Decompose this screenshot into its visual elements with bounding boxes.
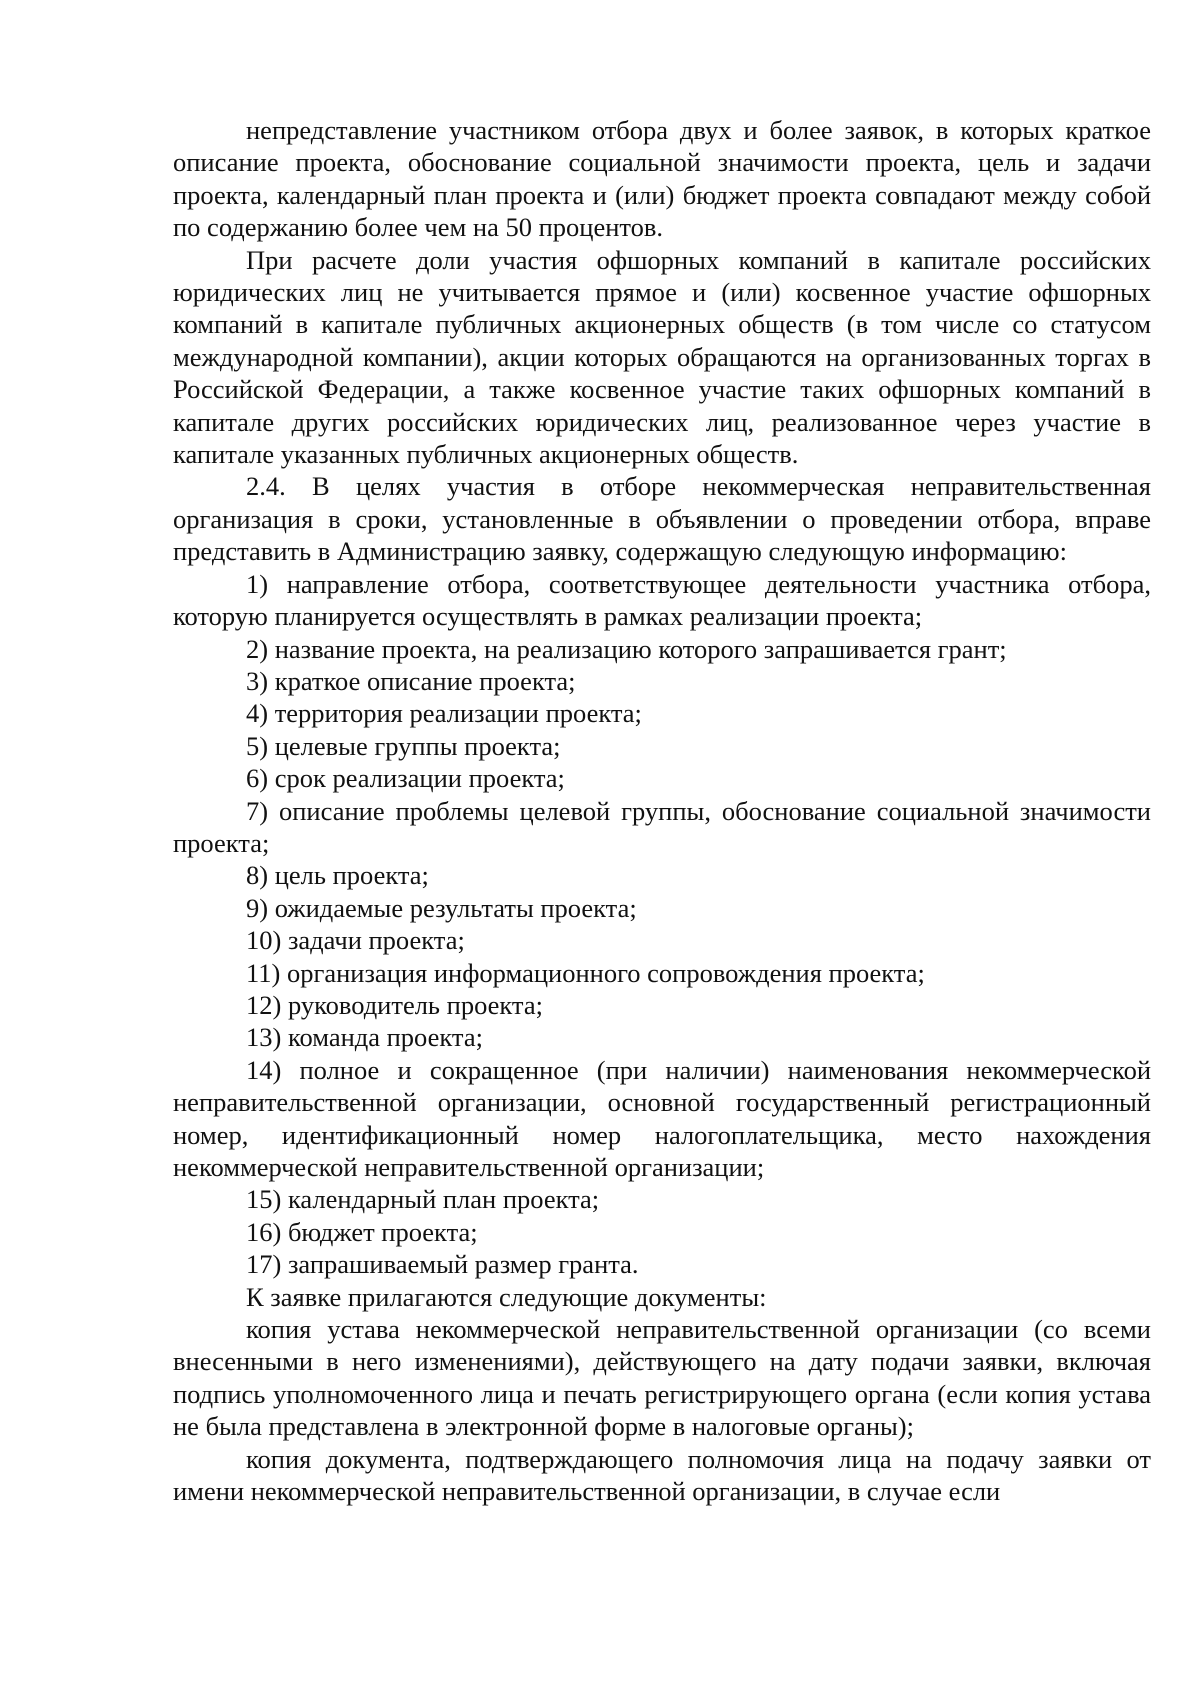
paragraph-attached-documents-intro: К заявке прилагаются следующие документы:	[246, 1281, 767, 1312]
list-item-15: 15) календарный план проекта;	[246, 1184, 600, 1215]
list-item-13: 13) команда проекта;	[246, 1022, 483, 1053]
list-item-9: 9) ожидаемые результаты проекта;	[246, 892, 637, 923]
list-item-14: 14) полное и сокращенное (при наличии) наименования некоммерческой неправительственной организации, основной государственный регистрационный номер, идентификационный номер налогоплательщика, место нахождения некоммерческой неправительственной организации;	[173, 1054, 1151, 1182]
list-item-7: 7) описание проблемы целевой группы, обоснование социальной значимости проекта;	[173, 795, 1151, 858]
list-item-11: 11) организация информационного сопровождения проекта;	[246, 957, 925, 988]
list-item-16: 16) бюджет проекта;	[246, 1216, 478, 1247]
paragraph-offshore-participation: При расчете доли участия офшорных компаний в капитале российских юридических лиц не учитывается прямое и (или) косвенное участие офшорных компаний в капитале публичных акционерных обществ (в том числе со статусом международной компании), акции которых обращаются на организованных торгах в Российской Федерации, а также косвенное участие таких офшорных компаний в капитале других российских юридических лиц, реализованное через участие в капитале указанных публичных акционерных обществ.	[173, 244, 1151, 470]
list-item-8: 8) цель проекта;	[246, 860, 429, 891]
paragraph-section-2-4: 2.4. В целях участия в отборе некоммерческая неправительственная организация в сроки, установленные в объявлении о проведении отбора, вправе представить в Администрацию заявку, содержащую следующую информацию:	[173, 471, 1151, 567]
list-item-10: 10) задачи проекта;	[246, 925, 465, 956]
list-item-17: 17) запрашиваемый размер гранта.	[246, 1249, 639, 1280]
paragraph-authority-document-copy: копия документа, подтверждающего полномочия лица на подачу заявки от имени некоммерческой неправительственной организации, в случае если	[173, 1443, 1151, 1507]
list-item-1: 1) направление отбора, соответствующее деятельности участника отбора, которую планируется осуществлять в рамках реализации проекта;	[173, 568, 1151, 632]
list-item-5: 5) целевые группы проекта;	[246, 730, 561, 761]
list-item-4: 4) территория реализации проекта;	[246, 698, 642, 729]
list-item-3: 3) краткое описание проекта;	[246, 665, 576, 696]
list-item-12: 12) руководитель проекта;	[246, 989, 543, 1020]
list-item-2: 2) название проекта, на реализацию которого запрашивается грант;	[246, 633, 1007, 664]
document-page	[173, 114, 1151, 1507]
list-item-6: 6) срок реализации проекта;	[246, 763, 565, 794]
paragraph-charter-copy: копия устава некоммерческой неправительственной организации (со всеми внесенными в него изменениями), действующего на дату подачи заявки, включая подпись уполномоченного лица и печать регистрирующего органа (если копия устава не была представлена в электронной форме в налоговые органы);	[173, 1314, 1151, 1442]
paragraph-requirement-duplicate-applications: непредставление участником отбора двух и более заявок, в которых краткое описание проекта, обоснование социальной значимости проекта, цель и задачи проекта, календарный план проекта и (или) бюджет проекта совпадают между собой по содержанию более чем на 50 процентов.	[173, 115, 1151, 243]
